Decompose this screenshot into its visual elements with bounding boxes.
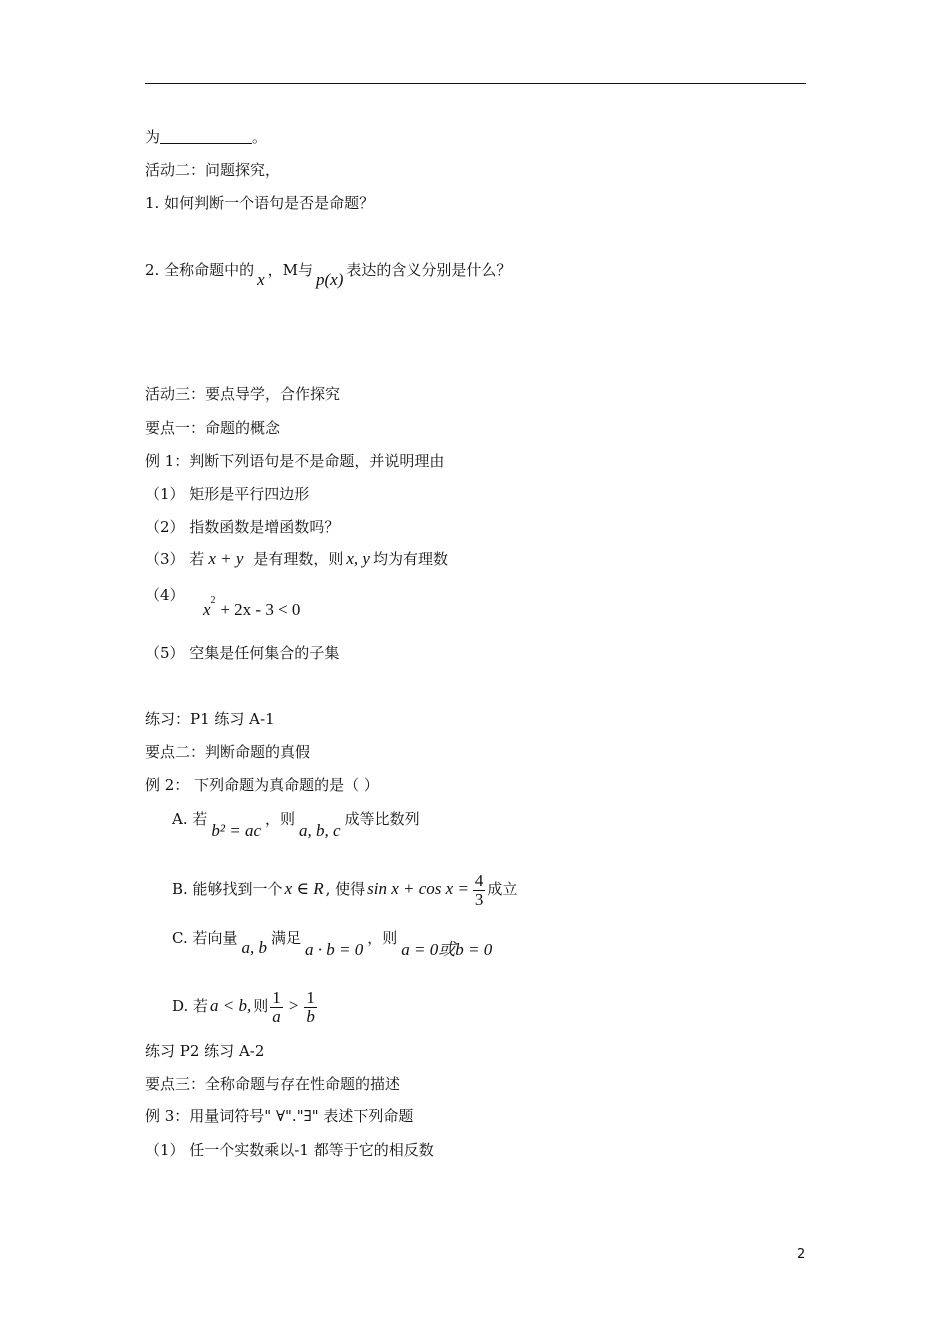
fraction-one-over-b: $\frac{1}{b}$ xyxy=(306,987,315,1026)
example-1-item-3: （3） 若 x + y 是有理数，则 x, y 均为有理数 xyxy=(145,549,448,568)
example-1: 例 1：判断下列语句是不是命题，并说明理由 xyxy=(145,452,445,470)
example-3: 例 3：用量词符号" ∀"."∃" 表述下列命题 xyxy=(145,1107,414,1125)
key-point-3: 要点三：全称命题与存在性命题的描述 xyxy=(145,1075,401,1093)
fill-blank xyxy=(160,129,252,144)
practice-1: 练习：P1 练习 A-1 xyxy=(145,710,275,728)
example-1-item-1: （1） 矩形是平行四边形 xyxy=(145,485,310,503)
key-point-2: 要点二：判断命题的真假 xyxy=(145,743,311,761)
option-d: D. 若 a < b, 则 $\frac{1}{a}$ > $\frac{1}{b}$ xyxy=(172,987,315,1026)
page-number: 2 xyxy=(797,1247,806,1262)
practice-2: 练习 P2 练习 A-2 xyxy=(145,1042,265,1060)
example-1-item-4-formula: $x^2 + 2x - 3 < 0$ xyxy=(203,595,301,619)
question-1: 1. 如何判断一个语句是否是命题？ xyxy=(145,194,375,212)
option-a: A. 若b² = ac，则a, b, c成等比数列 xyxy=(172,810,420,840)
header-rule xyxy=(145,83,806,84)
example-2: 例 2： 下列命题为真命题的是（ ） xyxy=(145,776,379,794)
option-c: C. 若向量 a, b 满足a · b = 0，则a = 0或b = 0 xyxy=(172,929,493,959)
line-answer-blank: 为 。 xyxy=(145,128,268,146)
question-2: 2. 全称命题中的 x ，M与 p(x) 表达的含义分别是什么？ xyxy=(145,261,512,289)
example-1-item-5: （5） 空集是任何集合的子集 xyxy=(145,644,340,662)
option-b: B. 能够找到一个 x ∈ R , 使得 sin x + cos x = $\frac{4}{3}$ 成立 xyxy=(172,870,518,909)
key-point-1: 要点一：命题的概念 xyxy=(145,419,281,437)
example-1-item-2: （2） 指数函数是增函数吗？ xyxy=(145,518,340,536)
activity-three-heading: 活动三：要点导学，合作探究 xyxy=(145,385,341,403)
fraction-one-over-a: $\frac{1}{a}$ xyxy=(272,987,281,1026)
activity-two-heading: 活动二：问题探究， xyxy=(145,161,281,179)
example-3-item-1: （1） 任一个实数乘以-1 都等于它的相反数 xyxy=(145,1141,434,1159)
example-1-item-4-label: （4） xyxy=(145,586,185,604)
fraction-four-thirds: $\frac{4}{3}$ xyxy=(474,870,484,909)
